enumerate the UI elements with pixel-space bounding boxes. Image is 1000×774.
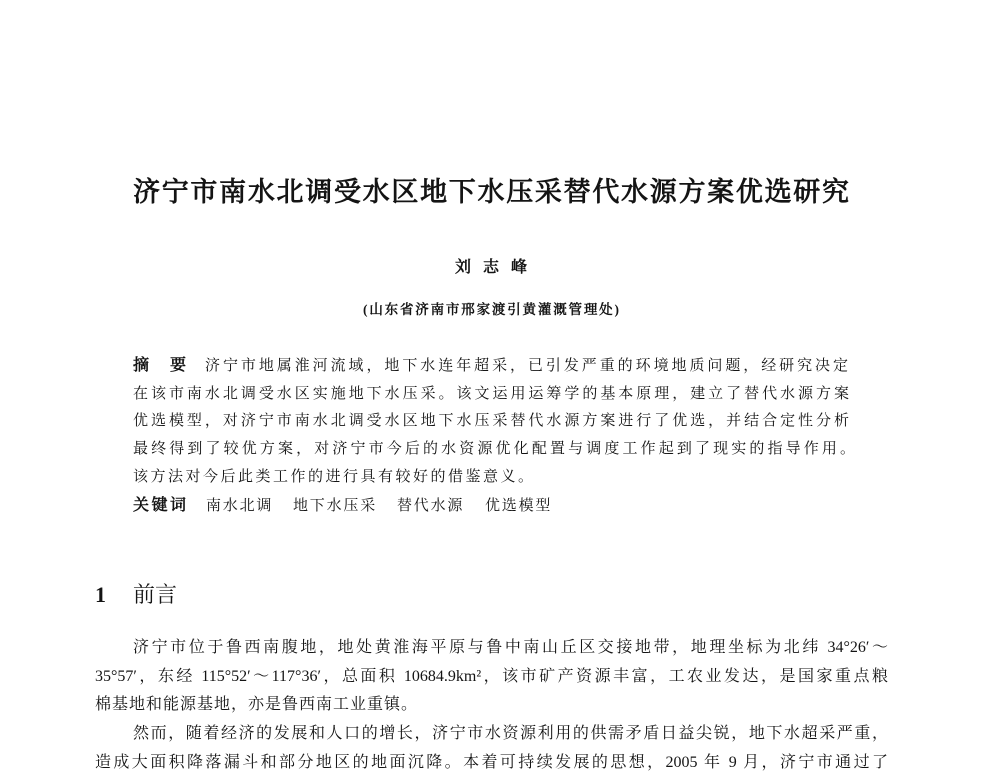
keyword: 南水北调 (206, 498, 274, 514)
abstract-line: 优选模型，对济宁市南水北调受水区地下水压采替代水源方案进行了优选，并结合定性分析 (133, 413, 849, 429)
body-line: 济宁市位于鲁西南腹地，地处黄淮海平原与鲁中南山丘区交接地带，地理坐标为北纬 34°26′～ (133, 639, 888, 656)
author-name: 刘志峰 (455, 259, 527, 276)
abstract-label: 摘 要 (133, 357, 186, 374)
keyword: 地下水压采 (293, 498, 378, 514)
section-title: 前言 (133, 582, 178, 607)
body-line: 35°57′，东经 115°52′～117°36′，总面积 10684.9km²，该市矿产资源丰富，工农业发达，是国家重点粮 (95, 668, 888, 685)
body-line: 棉基地和能源基地，亦是鲁西南工业重镇。 (95, 696, 419, 713)
author-affiliation: (山东省济南市邢家渡引黄灌溉管理处) (363, 302, 619, 317)
section-number: 1 (95, 582, 106, 607)
keyword: 替代水源 (397, 498, 465, 514)
body-line-clipped (95, 750, 888, 771)
abstract-line: 济宁市地属淮河流域，地下水连年超采，已引发严重的环境地质问题，经研究决定 (205, 358, 848, 374)
keyword: 优选模型 (485, 498, 553, 514)
keywords-label: 关键词 (133, 497, 186, 514)
body-line: 然而，随着经济的发展和人口的增长，济宁市水资源利用的供需矛盾日益尖锐，地下水超采严重， (133, 725, 888, 742)
body-line: 造成大面积降落漏斗和部分地区的地面沉降。本着可持续发展的思想，2005 年 9 月，济宁市通过了 (95, 754, 888, 771)
paper-title: 济宁市南水北调受水区地下水压采替代水源方案优选研究 (133, 177, 849, 207)
abstract-line: 在该市南水北调受水区实施地下水压采。该文运用运筹学的基本原理，建立了替代水源方案 (133, 386, 849, 402)
abstract-line: 该方法对今后此类工作的进行具有较好的借鉴意义。 (133, 469, 536, 485)
abstract-line: 最终得到了较优方案，对济宁市今后的水资源优化配置与调度工作起到了现实的指导作用。 (133, 441, 855, 457)
